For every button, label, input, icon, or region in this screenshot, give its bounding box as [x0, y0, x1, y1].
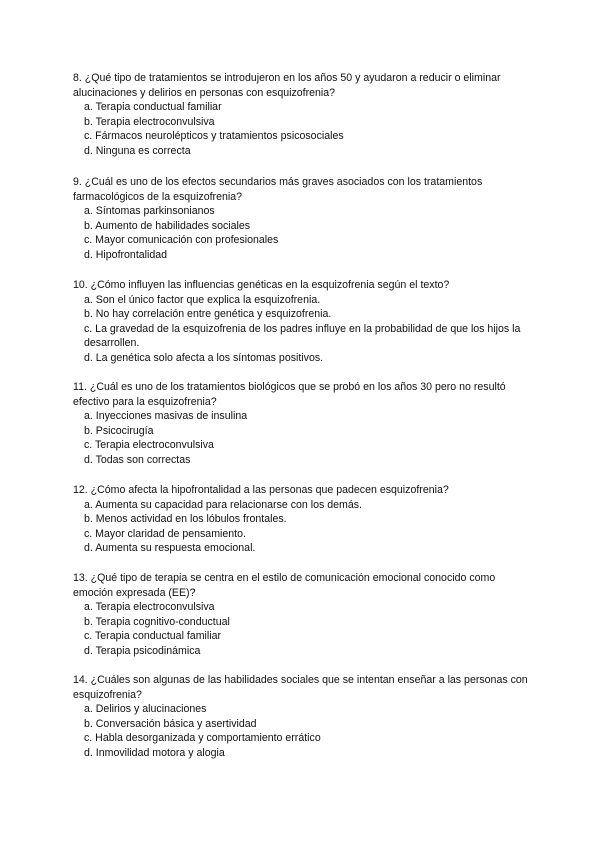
answer-option: a. Síntomas parkinsonianos	[84, 205, 215, 218]
answer-option: d. Todas son correctas	[84, 453, 191, 466]
question-text: 10. ¿Cómo influyen las influencias genéticas en la esquizofrenia según el texto?	[73, 279, 450, 291]
answer-option: a. Inyecciones masivas de insulina	[84, 410, 248, 423]
answer-option: d. Hipofrontalidad	[84, 248, 168, 261]
question-11	[73, 380, 533, 468]
question-14	[73, 673, 533, 761]
answer-options	[73, 498, 533, 556]
answer-option: c. Fármacos neurolépticos y tratamientos psicosociales	[84, 130, 344, 143]
answer-option: b. Terapia cognitivo-conductual	[84, 615, 230, 628]
answer-option: b. Aumento de habilidades sociales	[84, 219, 251, 232]
question-9	[73, 175, 533, 263]
question-text: 14. ¿Cuáles son algunas de las habilidades sociales que se intentan enseñar a las personas con esquizofrenia?	[73, 674, 528, 701]
answer-option: a. Delirios y alucinaciones	[84, 703, 207, 716]
answer-options	[73, 204, 533, 262]
answer-option: d. Inmovilidad motora y alogia	[84, 746, 225, 759]
answer-option: c. La gravedad de la esquizofrenia de los padres influye en la probabilidad de que los hijos la desarrollen.	[84, 322, 521, 350]
question-text: 8. ¿Qué tipo de tratamientos se introdujeron en los años 50 y ayudaron a reducir o eliminar alucinaciones y delirios en personas con esquizofrenia?	[73, 72, 501, 99]
answer-option: d. Ninguna es correcta	[84, 144, 191, 157]
answer-option: b. Conversación básica y asertividad	[84, 717, 257, 730]
answer-option: b. Psicocirugía	[84, 424, 154, 437]
answer-option: d. Aumenta su respuesta emocional.	[84, 542, 256, 555]
answer-option: b. Menos actividad en los lóbulos frontales.	[84, 513, 287, 526]
answer-option: a. Son el único factor que explica la esquizofrenia.	[84, 293, 321, 306]
answer-option: c. Habla desorganizada y comportamiento errático	[84, 732, 321, 745]
question-13	[73, 571, 533, 659]
answer-options	[73, 600, 533, 658]
answer-option: a. Terapia conductual familiar	[84, 101, 222, 114]
answer-option: b. Terapia electroconvulsiva	[84, 115, 215, 128]
question-text: 12. ¿Cómo afecta la hipofrontalidad a las personas que padecen esquizofrenia?	[73, 484, 449, 496]
question-text: 13. ¿Qué tipo de terapia se centra en el estilo de comunicación emocional conocido como emoción expresada (EE)?	[73, 572, 496, 599]
question-12	[73, 483, 533, 556]
answer-option: d. Terapia psicodinámica	[84, 644, 201, 657]
question-text: 11. ¿Cuál es uno de los tratamientos biológicos que se probó en los años 30 pero no resultó efectivo para la esquizofrenia?	[73, 381, 506, 408]
answer-option: c. Mayor claridad de pensamiento.	[84, 527, 246, 540]
question-text: 9. ¿Cuál es uno de los efectos secundarios más graves asociados con los tratamientos farmacológicos de la esquizofrenia?	[73, 176, 483, 203]
answer-options	[73, 100, 533, 158]
answer-options	[73, 293, 533, 366]
answer-option: c. Mayor comunicación con profesionales	[84, 234, 279, 247]
answer-option: b. No hay correlación entre genética y esquizofrenia.	[84, 308, 332, 321]
answer-options	[73, 702, 533, 760]
question-8	[73, 71, 533, 159]
question-10	[73, 278, 533, 366]
answer-options	[73, 409, 533, 467]
answer-option: a. Aumenta su capacidad para relacionarse con los demás.	[84, 498, 362, 511]
answer-option: a. Terapia electroconvulsiva	[84, 601, 215, 614]
answer-option: d. La genética solo afecta a los síntomas positivos.	[84, 351, 324, 364]
answer-option: c. Terapia electroconvulsiva	[84, 439, 214, 452]
answer-option: c. Terapia conductual familiar	[84, 630, 222, 643]
